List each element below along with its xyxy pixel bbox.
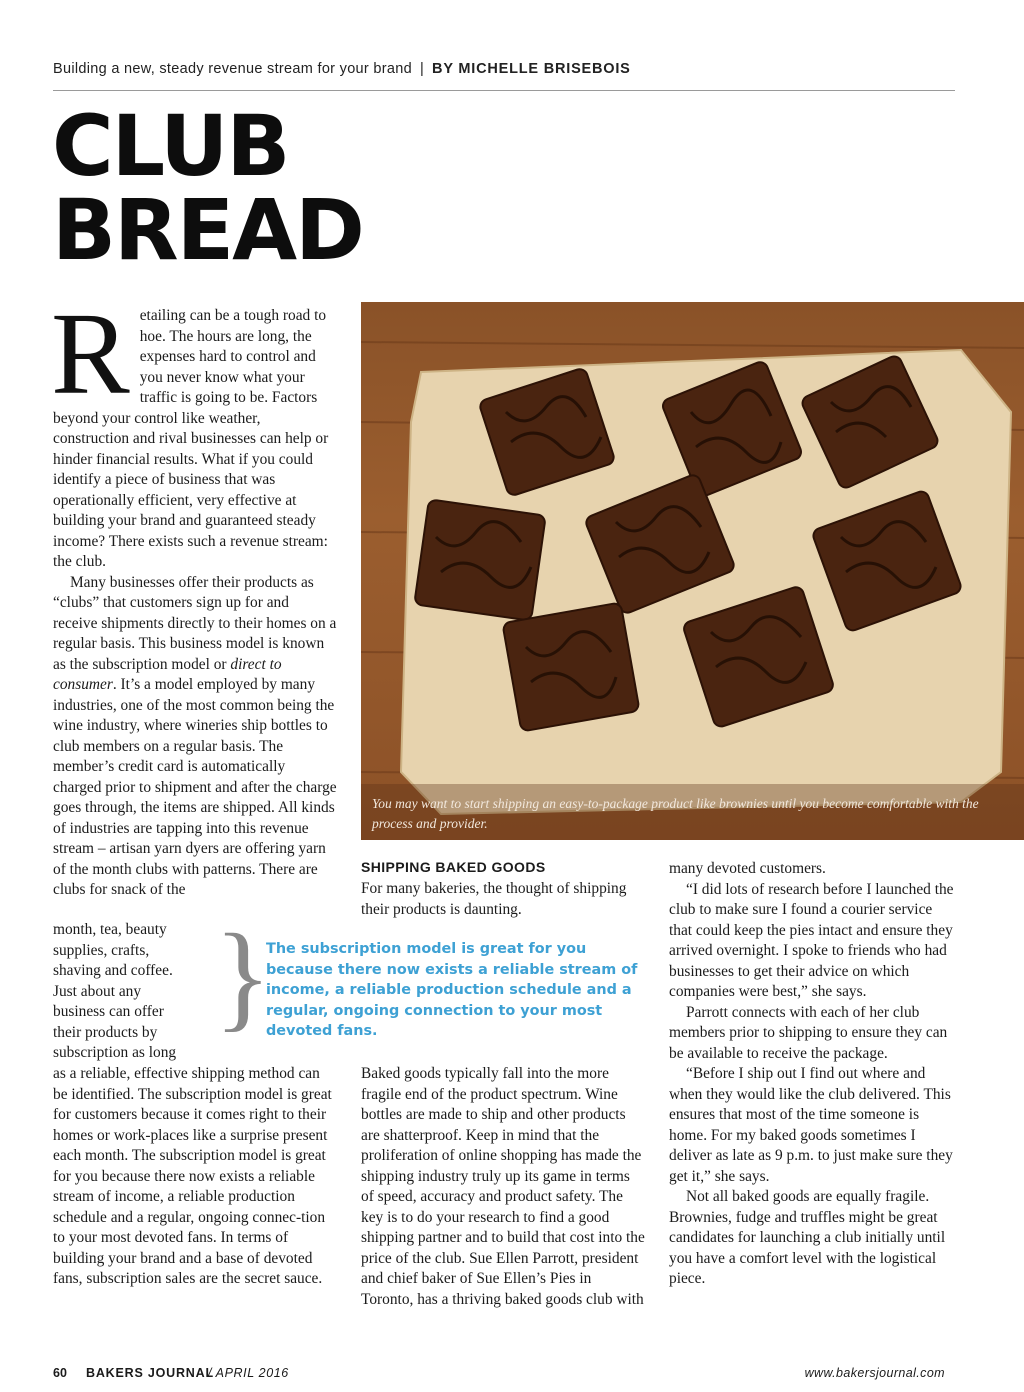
pull-quote: The subscription model is great for you because there now exists a reliable stream of income, a reliable production schedule and a regular, ongoing connection to your most devoted fans. (266, 941, 638, 1039)
column-2-body (361, 1064, 646, 1310)
p2-emphasis: direct to consumer (53, 655, 282, 693)
intro-text: etailing can be a tough road to hoe. The hours are long, the expenses hard to control and you never know what your traffic is going to be. Factors beyond your control like weather, construction and rival businesses can help or hinder financial results. What if you could identify a piece of business that was operationally efficient, very effective at building your brand and guaranteed steady income? There exists such a revenue stream: the club. (53, 307, 329, 570)
column-3-paragraph: many devoted customers. (669, 860, 826, 877)
narrow-line: shaving and coffee. (53, 962, 173, 979)
narrow-line: business can offer (53, 1003, 164, 1020)
drop-cap: R (51, 288, 130, 419)
p2-text-b: . It’s a model employed by many industries, one of the most common being the wine industry, where wineries ship bottles to club members on a regular basis. The member’s credit card is automatically charged prior to shipment and after the charge goes through, the items are shipped. All kinds of industries are tapping into this revenue stream – artisan yarn dyers are offering yarn of the month clubs with patterns. There are clubs for snack of the (53, 676, 337, 898)
kicker-text: Building a new, steady revenue stream for your brand (53, 61, 412, 77)
header-rule (53, 90, 955, 91)
narrow-line: month, tea, beauty (53, 921, 167, 938)
title-line-1: CLUB (52, 97, 289, 195)
column-2-intro (361, 879, 641, 920)
column-1 (51, 288, 337, 901)
column-1-narrow (53, 920, 213, 1064)
narrow-line: supplies, crafts, (53, 941, 150, 959)
body-paragraph-2 (53, 573, 337, 901)
column-3-paragraph: “Before I ship out I find out where and when they would like the club delivered. This ensures that most of the time someone is home. For my baked goods sometimes I deliver as late as 9 p.m. to just make sure they get it,” she says. (669, 1065, 953, 1185)
issue-date: / APRIL 2016 (208, 1366, 289, 1380)
article-title (52, 97, 363, 279)
narrow-line: their products by (53, 1023, 158, 1041)
column-3-paragraph: Not all baked goods are equally fragile. Brownies, fudge and truffles might be great candidates for launching a club initially until you have a comfort level with the logistical piece. (669, 1188, 946, 1287)
brownies-photo (361, 302, 1024, 840)
section-subhead: SHIPPING BAKED GOODS (361, 859, 546, 875)
column-2-body-text: Baked goods typically fall into the more fragile end of the product spectrum. Wine bottles are made to ship and other products are shatterproof. Keep in mind that the proliferation of online shopping has made the shipping industry truly up its game in terms of speed, accuracy and product safety. The key is to do your research to find a good shipping partner and to build that cost into the price of the club. Sue Ellen Parrott, president and chief baker of Sue Ellen’s Pies in Toronto, has a thriving baked goods club with (361, 1065, 645, 1308)
column-3-paragraph: “I did lots of research before I launched the club to make sure I found a courier service that could keep the pies intact and ensure they arrived overnight. I spoke to friends who had businesses to get their advice on which companies were best,” she says. (669, 880, 954, 1000)
kicker-separator: | (419, 61, 425, 77)
column-3-paragraph: Parrott connects with each of her club members prior to shipping to ensure they can be available to receive the package. (669, 1003, 948, 1062)
column-2-intro-text: For many bakeries, the thought of shipping their products is daunting. (361, 880, 627, 918)
p2-text-a: Many businesses offer their products as “clubs” that customers sign up for and receive shipments directly to their homes on a regular basis. This business model is known as the subscription model or (53, 573, 337, 673)
photo-caption: You may want to start shipping an easy-to-package product like brownies until you become comfortable with the process and provider. (372, 796, 979, 831)
narrow-line: Just about any (53, 982, 142, 1000)
column-1-tail (53, 1064, 337, 1290)
page-number: 60 (53, 1366, 67, 1380)
pullquote-brace: } (214, 909, 272, 1042)
website-url: www.bakersjournal.com (804, 1366, 945, 1380)
narrow-line: subscription as long (53, 1044, 177, 1061)
intro-paragraph (51, 288, 337, 573)
column-3 (669, 859, 957, 1290)
title-line-2: BREAD (52, 181, 363, 279)
magazine-name: BAKERS JOURNAL (86, 1366, 214, 1380)
article-kicker (53, 61, 631, 77)
brownies-illustration (361, 302, 1024, 840)
byline: BY MICHELLE BRISEBOIS (432, 61, 631, 77)
tail-paragraph: as a reliable, effective shipping method can be identified. The subscription model is great for customers because it comes right to their homes or work-places like a surprise present each month. The subscription model is great for you because there now exists a reliable stream of income, a reliable production schedule and a regular, ongoing connec-tion to your most devoted fans. In terms of building your brand and a base of devoted fans, subscription sales are the secret sauce. (53, 1065, 332, 1287)
